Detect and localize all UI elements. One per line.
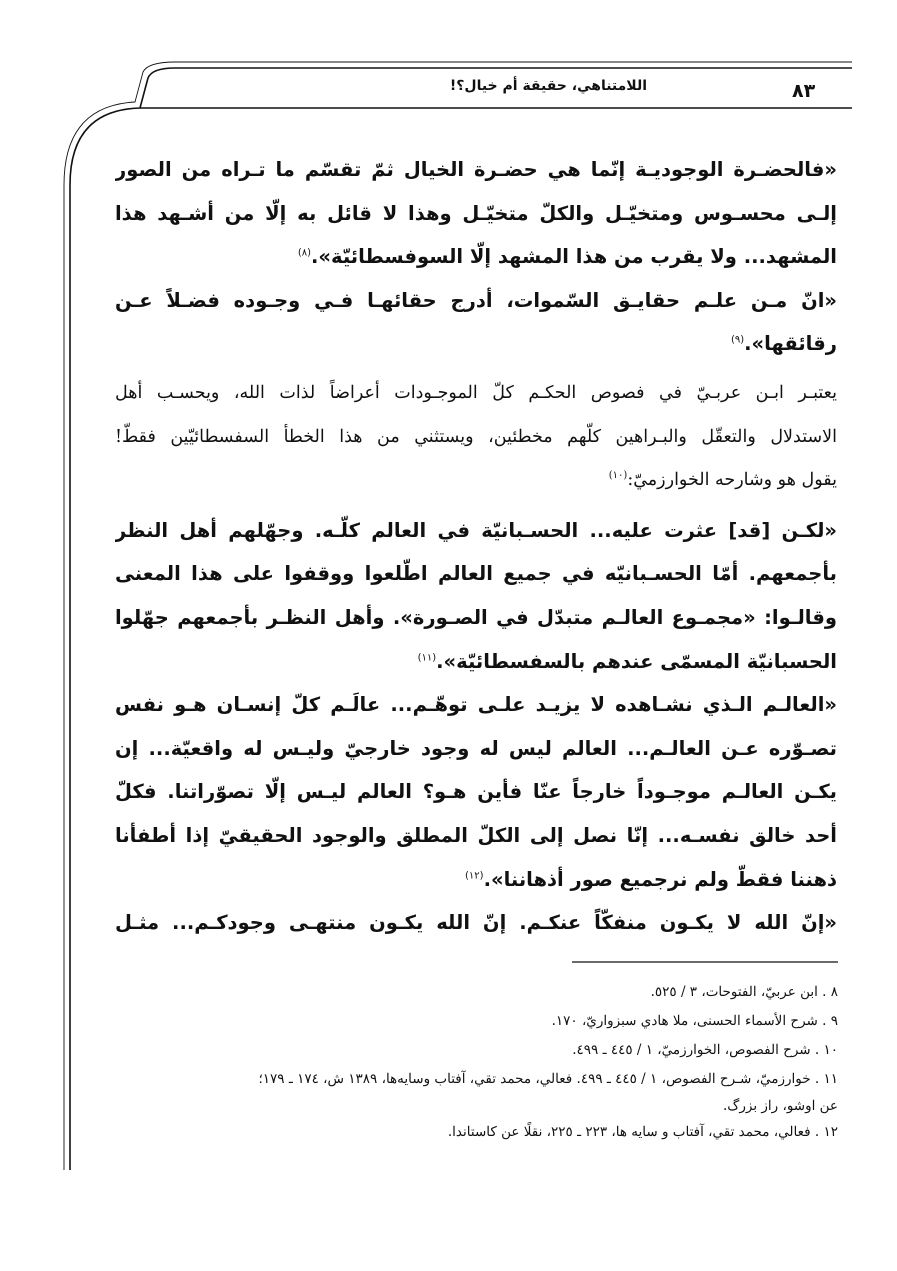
- line-text: يعتبـر ابـن عربـيّ في فصوص الحكـم كلّ الموجـودات أعراضاً لذات الله، ويحسـب أهل: [115, 382, 837, 403]
- line-text: الاستدلال والتعقّل والبـراهين كلّهم مخطئين، ويستثني من هذا الخطأ السفسطائيّين فقطّ!: [115, 426, 837, 447]
- quote-line: [115, 322, 837, 366]
- footnote-item: ١١ . خوارزميّ، شـرح الفصوص، ١ / ٤٤٥ ـ ٤٩٩. فعالي، محمد تقي، آفتاب وسايه‌ها، ١٣٨٩ ش، ١٧٤ ـ ١٧٩؛: [258, 1071, 838, 1087]
- footnote-item: عن اوشو، راز بزرگ.: [722, 1098, 838, 1114]
- quote-line: [115, 901, 837, 945]
- line-text: وقالـوا: «مجمـوع العالـم متبدّل في الصـورة». وأهل النظـر بأجمعهم جهّلوا: [115, 605, 837, 629]
- quote-line: [115, 596, 837, 640]
- footnotes: [258, 978, 838, 1147]
- text-line: [115, 416, 837, 460]
- line-text: «انّ مـن علـم حقايـق السّموات، أدرج حقائهـا فـي وجـوده فضـلاً عـن: [115, 288, 837, 312]
- footnote-ref: (١١): [417, 652, 437, 664]
- line-text: ذهننا فقطّ ولم نرجميع صور أذهاننا».: [483, 867, 837, 891]
- quote-line: [115, 148, 837, 192]
- footnote-item: ٨ . ابن عربيّ، الفتوحات، ٣ / ٥٢٥.: [650, 984, 838, 1000]
- running-header-title: اللامتناهي، حقيقة أم خيال؟!: [449, 78, 647, 94]
- footnote-ref: (١٢): [465, 870, 484, 881]
- line-text: رقائقها».: [744, 332, 837, 356]
- quote-line: [115, 235, 837, 279]
- line-text: أحد خالق نفسـه... إنّا نصل إلى الكلّ المطلق والوجود الحقيقيّ إذا أطفأنا: [115, 823, 837, 847]
- line-text: يقول هو وشارحه الخوارزميّ:: [627, 470, 837, 491]
- text-line: [115, 459, 837, 503]
- quote-line: [115, 770, 837, 814]
- line-text: تصـوّره عـن العالـم... العالم ليس له وجود خارجيّ وليـس له واقعيّة... إن: [115, 736, 837, 760]
- quote-line: [115, 279, 837, 323]
- quote-line: [115, 552, 837, 596]
- quote-line: [115, 727, 837, 771]
- footnote-item: ١٢ . فعالي، محمد تقي، آفتاب و سايه ها، ٢٢٣ ـ ٢٢٥، نقلًا عن كاستاندا.: [447, 1124, 838, 1140]
- page-number: ٨٣: [792, 80, 816, 102]
- footnote-ref: (١٠): [608, 470, 628, 482]
- footnote-ref: (٨): [297, 247, 311, 259]
- footnote-item: ٩ . شرح الأسماء الحسنى، ملا هادي سبزواريّ، ١٧٠.: [551, 1013, 838, 1029]
- main-text: [115, 148, 837, 945]
- line-text: الحسبانيّة المسمّى عندهم بالسفسطائيّة».: [436, 649, 837, 673]
- line-text: بأجمعهم. أمّا الحسـبانيّه في جميع العالم اطّلعوا ووقفوا على هذا المعنى: [115, 562, 837, 586]
- text-line: [115, 372, 837, 416]
- line-text: المشهد... ولا يقرب من هذا المشهد إلّا السوفسطائيّة».: [311, 245, 837, 269]
- line-text: «العالـم الـذي نشـاهده لا يزيـد علـى توهّـم... عالَـم كلّ إنسـان هـو نفس: [115, 693, 837, 717]
- quote-line: [115, 858, 837, 902]
- quote-line: [115, 509, 837, 553]
- quote-line: [115, 814, 837, 858]
- line-text: «لكـن [قد] عثرت عليه... الحسـبانيّة في العالم كلّـه. وجهّلهم أهل النظر: [115, 518, 837, 542]
- line-text: «فالحضـرة الوجوديـة إنّما هي حضـرة الخيال ثمّ تقسّم ما تـراه من الصور: [115, 158, 837, 181]
- quote-line: [115, 683, 837, 727]
- line-text: إلـى محسـوس ومتخيّـل والكلّ متخيّـل وهذا لا قائل به إلّا من أشـهد هذا: [115, 201, 837, 225]
- line-text: يكـن العالـم موجـوداً خارجاً عنّا فأين هـو؟ العالم ليـس إلّا تصوّراتنا. فكلّ: [115, 780, 837, 804]
- line-text: «إنّ الله لا يكـون منفكّاً عنكـم. إنّ الله يكـون منتهـى وجودكـم... مثـل: [115, 911, 837, 935]
- quote-line: [115, 192, 837, 236]
- footnote-item: ١٠ . شرح الفصوص، الخوارزميّ، ١ / ٤٤٥ ـ ٤٩٩.: [572, 1042, 838, 1058]
- footnote-ref: (٩): [730, 334, 745, 346]
- quote-line: [115, 640, 837, 684]
